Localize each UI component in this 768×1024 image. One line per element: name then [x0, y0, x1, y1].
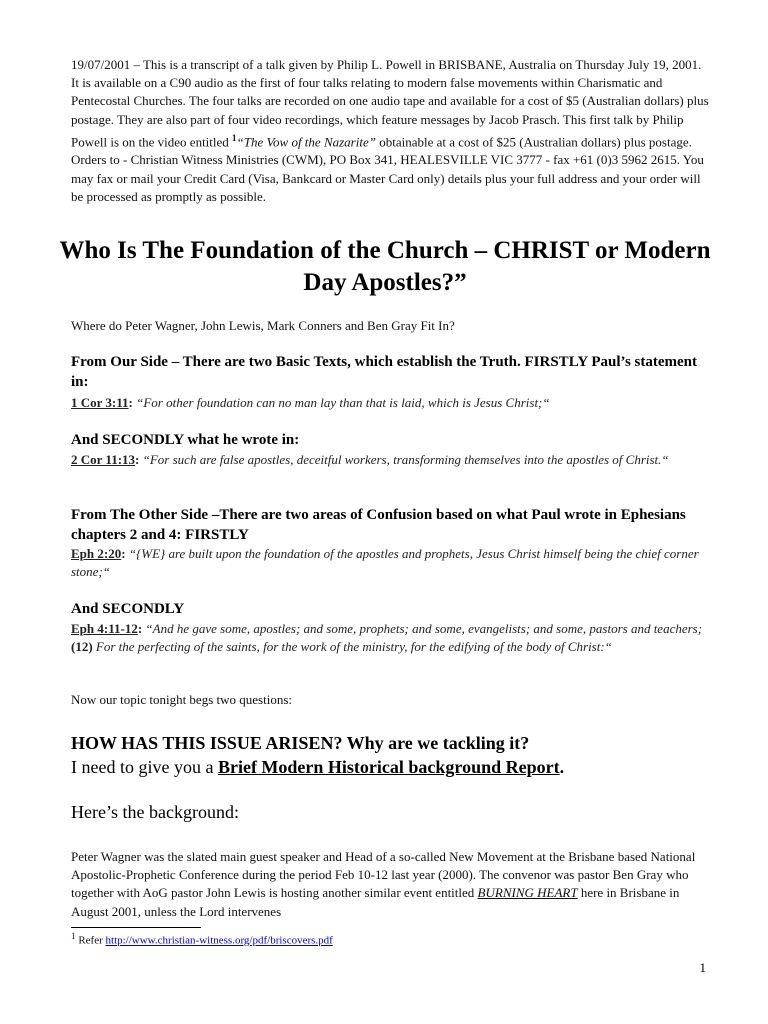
- section-heading-3: From The Other Side –There are two areas of Confusion based on what Paul wrote in Ephesians chapters 2 and 4: FIRSTLY: [71, 507, 686, 543]
- verse-text-1: “For other foundation can no man lay than that is laid, which is Jesus Christ;“: [136, 395, 550, 410]
- question-block: [71, 731, 731, 779]
- page-title: Who Is The Foundation of the Church – CHRIST or Modern Day Apostles?”: [59, 237, 711, 296]
- footnote-number: 1: [71, 931, 76, 941]
- verse-3: Eph 2:20: “{WE} are built upon the foundation of the apostles and prophets, Jesus Christ himself being the chief corner stone;“: [71, 546, 699, 579]
- section-heading-2: And SECONDLY what he wrote in:: [71, 432, 300, 448]
- verse-1: 1 Cor 3:11: “For other foundation can no man lay than that is laid, which is Jesus Christ;“: [71, 395, 550, 410]
- footnote-marker[interactable]: 1: [232, 132, 237, 143]
- verse-2: 2 Cor 11:13: “For such are false apostles, deceitful workers, transforming themselves into the apostles of Christ.“: [71, 452, 669, 467]
- footnote-label: Refer: [78, 934, 103, 947]
- section-heading-4: And SECONDLY: [71, 601, 185, 617]
- verse-text-2: “For such are false apostles, deceitful workers, transforming themselves into the apostles of Christ.“: [142, 452, 669, 467]
- verse-ref-2: 2 Cor 11:13: [71, 452, 136, 467]
- footnote-divider: [71, 927, 201, 928]
- verse-text-4a: “And he gave some, apostles; and some, prophets; and some, evangelists; and some, pastors and teachers;: [145, 621, 703, 636]
- background-heading: Here’s the background:: [71, 802, 239, 822]
- question-line-2-post: .: [559, 757, 565, 777]
- topic-line: Now our topic tonight begs two questions:: [71, 692, 292, 707]
- background-paragraph: [71, 848, 711, 921]
- verse-ref-3: Eph 2:20: [71, 546, 122, 561]
- question-line-1: HOW HAS THIS ISSUE ARISEN? Why are we tackling it?: [71, 733, 530, 753]
- video-title: “The Vow of the Nazarite”: [236, 134, 376, 150]
- verse-4: Eph 4:11-12: “And he gave some, apostles; and some, prophets; and some, evangelists; and some, pastors and teachers; (12) For the perfecting of the saints, for the work of the ministry, for the edifying of the body of Christ:“: [71, 621, 703, 654]
- question-line-2-bold: Brief Modern Historical background Report: [217, 757, 560, 777]
- subquestion: Where do Peter Wagner, John Lewis, Mark Conners and Ben Gray Fit In?: [71, 318, 455, 333]
- page-number: 1: [699, 960, 706, 975]
- verse-ref-4: Eph 4:11-12: [71, 621, 138, 636]
- background-text-1: Peter Wagner was the slated main guest speaker and Head of a so-called New Movement at the Brisbane based National Apostolic-Prophetic Conference during the period Feb 10-12 last year (2000). The convenor was pastor Ben Gray who together with AoG pastor John Lewis is hosting another similar event entitled: [71, 849, 696, 901]
- question-line-2-pre: I need to give you a: [71, 757, 214, 777]
- footnote-link[interactable]: http://www.christian-witness.org/pdf/briscovers.pdf: [105, 934, 333, 947]
- background-text-2: here in Brisbane in August 2001, unless the Lord intervenes: [71, 885, 680, 919]
- verse-text-3: “{WE} are built upon the foundation of the apostles and prophets, Jesus Christ himself being the chief corner stone;“: [71, 546, 699, 579]
- verse-ref-1: 1 Cor 3:11: [71, 395, 129, 410]
- verse-number-12: (12): [71, 639, 93, 654]
- intro-paragraph: [71, 56, 711, 206]
- intro-text-1: 19/07/2001 – This is a transcript of a talk given by Philip L. Powell in BRISBANE, Australia on Thursday July 19, 2001. It is available on a C90 audio as the first of four talks relating to modern false movements within Charismatic and Pentecostal Churches. The four talks are recorded on one audio tape and available for a cost of $5 (Australian dollars) plus postage. They are also part of four video recordings, which feature messages by Jacob Prasch. This first talk by Philip Powell is on the video entitled: [71, 57, 709, 150]
- event-name: BURNING HEART: [477, 885, 578, 901]
- intro-text-2: obtainable at a cost of $25 (Australian dollars) plus postage. Orders to - Christian Witness Ministries (CWM), PO Box 341, HEALESVILLE VIC 3777 - fax +61 (0)3 5962 2615. You may fax or mail your Credit Card (Visa, Bankcard or Master Card only) details plus your full address and your order will be processed as promptly as possible.: [71, 134, 704, 204]
- footnote: [71, 931, 333, 947]
- verse-text-4b: For the perfecting of the saints, for the work of the ministry, for the edifying of the body of Christ:“: [95, 639, 612, 654]
- section-heading-1: From Our Side – There are two Basic Texts, which establish the Truth. FIRSTLY Paul’s statement in:: [71, 354, 698, 390]
